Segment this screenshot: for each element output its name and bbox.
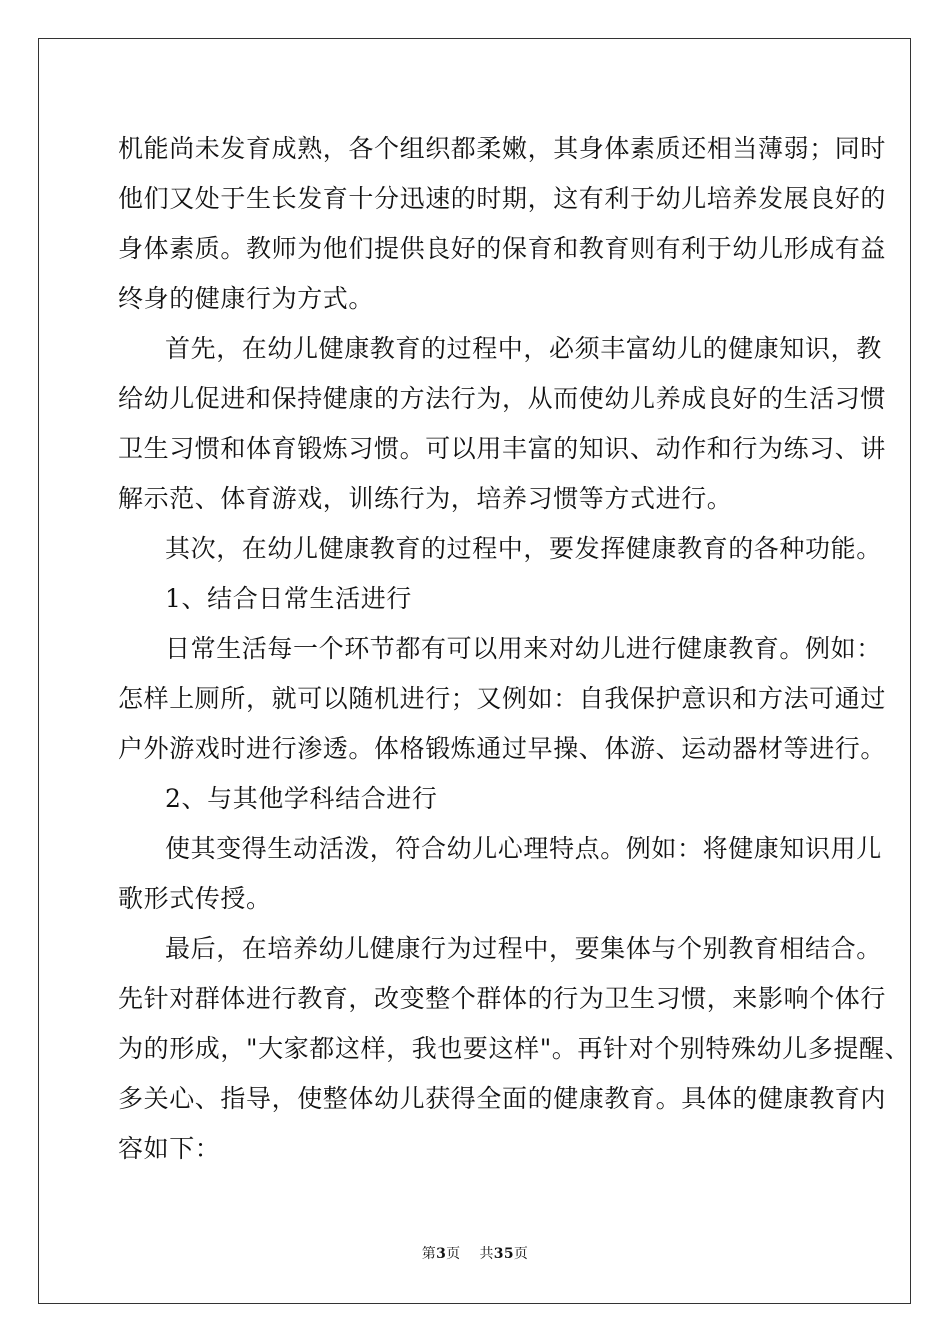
paragraph-first-line: 其次，在幼儿健康教育的过程中，要发挥健康教育的各种功能。 xyxy=(165,534,882,563)
page-footer xyxy=(0,1245,950,1263)
body-text-line: 户外游戏时进行渗透。体格锻炼通过早操、体游、运动器材等进行。 xyxy=(118,734,887,763)
body-text-line: 给幼儿促进和保持健康的方法行为，从而使幼儿养成良好的生活习惯 xyxy=(118,384,887,413)
body-text-line: 先针对群体进行教育，改变整个群体的行为卫生习惯，来影响个体行 xyxy=(118,984,887,1013)
page-total: 35 xyxy=(493,1246,514,1262)
body-text-line: 为的形成，"大家都这样，我也要这样"。再针对个别特殊幼儿多提醒、 xyxy=(118,1034,911,1063)
section-heading: 2、与其他学科结合进行 xyxy=(165,784,438,813)
body-text-line: 怎样上厕所，就可以随机进行；又例如：自我保护意识和方法可通过 xyxy=(118,684,887,713)
body-text-line: 歌形式传授。 xyxy=(118,884,272,913)
page-border xyxy=(38,38,911,1304)
page-number-current: 3 xyxy=(436,1246,447,1262)
body-text-line: 容如下： xyxy=(118,1134,221,1163)
body-text-line: 他们又处于生长发育十分迅速的时期，这有利于幼儿培养发展良好的 xyxy=(118,184,887,213)
body-text-line: 终身的健康行为方式。 xyxy=(118,284,375,313)
page-number-prefix: 第 xyxy=(421,1246,437,1262)
paragraph-first-line: 使其变得生动活泼，符合幼儿心理特点。例如：将健康知识用儿 xyxy=(165,834,882,863)
paragraph-first-line: 最后，在培养幼儿健康行为过程中，要集体与个别教育相结合。 xyxy=(165,934,882,963)
page-total-prefix: 共 xyxy=(479,1246,494,1262)
body-text-line: 解示范、体育游戏，训练行为，培养习惯等方式进行。 xyxy=(118,484,733,513)
page-total-suffix: 页 xyxy=(513,1246,529,1262)
section-heading: 1、结合日常生活进行 xyxy=(165,584,412,613)
body-text-line: 多关心、指导，使整体幼儿获得全面的健康教育。具体的健康教育内 xyxy=(118,1084,887,1113)
body-text-line: 卫生习惯和体育锻炼习惯。可以用丰富的知识、动作和行为练习、讲 xyxy=(118,434,887,463)
body-text-line: 机能尚未发育成熟，各个组织都柔嫩，其身体素质还相当薄弱；同时 xyxy=(118,134,887,163)
page-number-suffix: 页 xyxy=(446,1246,461,1262)
body-text-line: 身体素质。教师为他们提供良好的保育和教育则有利于幼儿形成有益 xyxy=(118,234,887,263)
paragraph-first-line: 首先，在幼儿健康教育的过程中，必须丰富幼儿的健康知识，教 xyxy=(165,334,882,363)
paragraph-first-line: 日常生活每一个环节都有可以用来对幼儿进行健康教育。例如： xyxy=(165,634,882,663)
